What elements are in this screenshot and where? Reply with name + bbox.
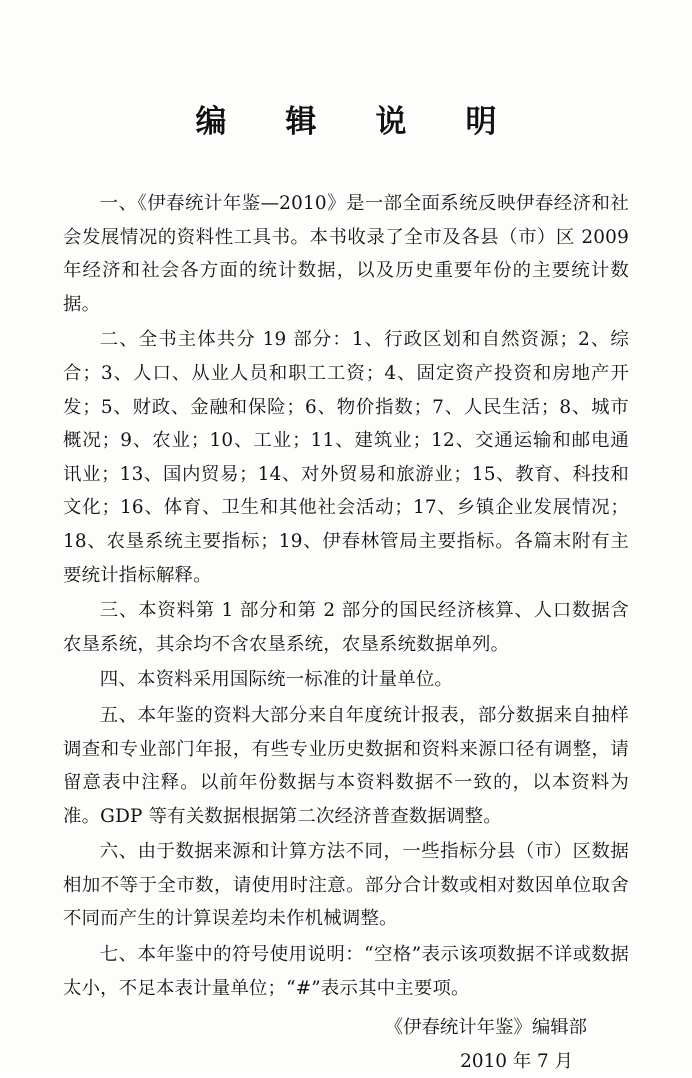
page-title: 编 辑 说 明 xyxy=(195,104,511,140)
paragraph-2: 二、全书主体共分 19 部分：1、行政区划和自然资源；2、综合；3、人口、从业人员和职工工资；4、固定资产投资和房地产开发；5、财政、金融和保险；6、物价指数；7、人民生活；8、城市概况；9、农业；10、工业；11、建筑业；12、交通运输和邮电通讯业；13、国内贸易；14、对外贸易和旅游业；15、教育、科技和文化；16、体育、卫生和其他社会活动；17、乡镇企业发展情况；18、农垦系统主要指标；19、伊春林管局主要指标。各篇末附有主要统计指标解释。 xyxy=(63,329,629,586)
date-line: 2010 年 7 月 xyxy=(460,1050,573,1072)
paragraph-1: 一、《伊春统计年鉴—2010》是一部全面系统反映伊春经济和社会发展情况的资料性工具书。本书收录了全市及各县（市）区 2009 年经济和社会各方面的统计数据，以及历史重要年份的主要统计数据。 xyxy=(63,193,629,315)
paragraph-3: 三、本资料第 1 部分和第 2 部分的国民经济核算、人口数据含农垦系统，其余均不含农垦系统，农垦系统数据单列。 xyxy=(63,600,629,655)
paragraph-4: 四、本资料采用国际统一标准的计量单位。 xyxy=(99,669,454,691)
signature-line: 《伊春统计年鉴》编辑部 xyxy=(384,1017,587,1039)
document-body xyxy=(63,141,629,1078)
paragraph-7: 七、本年鉴中的符号使用说明：“空格”表示该项数据不详或数据太小，不足本表计量单位；“#”表示其中主要项。 xyxy=(63,944,629,999)
paragraph-6: 六、由于数据来源和计算方法不同，一些指标分县（市）区数据相加不等于全市数，请使用时注意。部分合计数或相对数因单位取舍不同而产生的计算误差均未作机械调整。 xyxy=(63,841,629,930)
paragraph-5: 五、本年鉴的资料大部分来自年度统计报表，部分数据来自抽样调查和专业部门年报，有些专业历史数据和资料来源口径有调整，请留意表中注释。以前年份数据与本资料数据不一致的，以本资料为准。GDP 等有关数据根据第二次经济普查数据调整。 xyxy=(63,704,629,827)
